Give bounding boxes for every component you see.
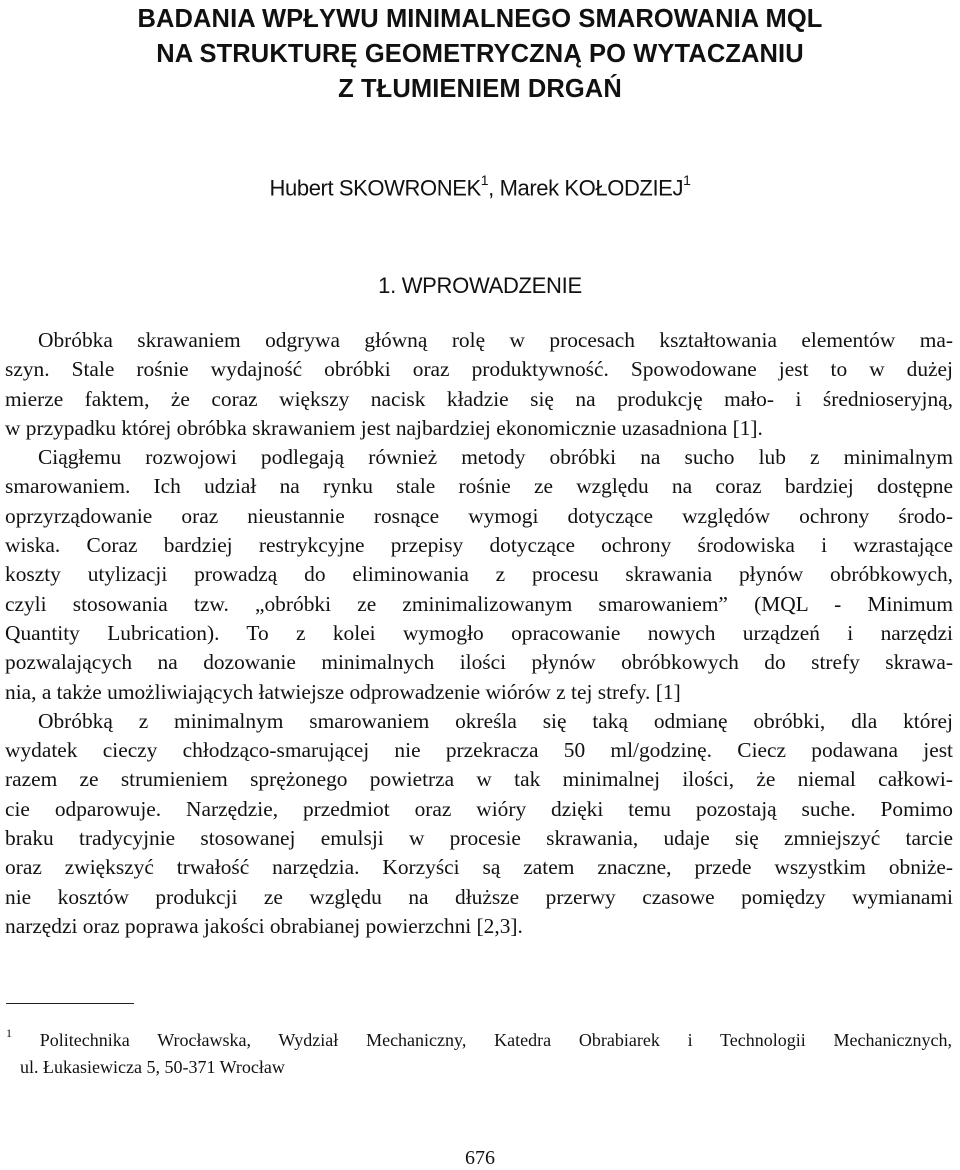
footnote-affiliation: Politechnika Wrocławska, Wydział Mechaniczny, Katedra Obrabiarek i Technologii Mechanicznych, [39,1030,952,1050]
text-line: szyn. Stale rośnie wydajność obróbki oraz produktywność. Spowodowane jest to w dużej [5,357,953,382]
text-line: w przypadku której obróbka skrawaniem jest najbardziej ekonomicznie uzasadniona [1]. [5,415,763,440]
paper-title [0,2,960,107]
text-line: mierze faktem, że coraz większy nacisk kładzie się na produkcję mało- i średnioseryjną, [5,386,953,411]
text-line: wydatek cieczy chłodząco-smarującej nie przekracza 50 ml/godzinę. Ciecz podawana jest [5,738,953,763]
page-number: 676 [465,1147,495,1169]
author-separator: , [488,175,500,201]
author-list [0,174,960,201]
text-line: koszty utylizacji prowadzą do eliminowania z procesu skrawania płynów obróbkowych, [5,562,953,587]
text-line: smarowaniem. Ich udział na rynku stale rośnie ze względu na coraz bardziej dostępne [5,474,953,499]
text-line: nia, a także umożliwiających łatwiejsze odprowadzenie wiórów z tej strefy. [1] [5,679,681,704]
author-name: Marek KOŁODZIEJ [499,175,684,201]
footnote [6,1022,952,1081]
text-line: Obróbką z minimalnym smarowaniem określa się taką odmianę obróbki, dla której [38,708,953,733]
footnote-marker: 1 [6,1026,12,1040]
paragraph [5,443,953,707]
footnote-separator [6,1003,134,1004]
title-line: BADANIA WPŁYWU MINIMALNEGO SMAROWANIA MQL [137,5,823,33]
section-heading: 1. WPROWADZENIE [378,273,582,298]
text-line: Obróbka skrawaniem odgrywa główną rolę w procesach kształtowania elementów ma- [38,328,953,352]
text-line: czyli stosowania tzw. „obróbki ze zminimalizowanym smarowaniem” (MQL - Minimum [5,591,953,616]
text-line: cie odparowuje. Narzędzie, przedmiot oraz wióry dzięki temu pozostają suche. Pomimo [5,796,953,821]
text-line: narzędzi oraz poprawa jakości obrabianej powierzchni [2,3]. [5,913,523,938]
text-line: pozwalających na dozowanie minimalnych ilości płynów obróbkowych do strefy skrawa- [5,650,953,675]
footnote-line [6,1022,952,1054]
title-line: NA STRUKTURĘ GEOMETRYCZNĄ PO WYTACZANIU [156,40,804,68]
text-line: razem ze strumieniem sprężonego powietrza w tak minimalnej ilości, że niemal całkowi- [5,767,953,792]
affiliation-marker: 1 [683,172,691,188]
affiliation-marker: 1 [480,172,489,188]
footnote-address: ul. Łukasiewicza 5, 50-371 Wrocław [20,1057,285,1077]
text-line: wiska. Coraz bardziej restrykcyjne przepisy dotyczące ochrony środowiska i wzrastające [5,533,953,558]
text-line: nie kosztów produkcji ze względu na dłuższe przerwy czasowe pomiędzy wymianami [5,884,953,909]
text-line: Quantity Lubrication). To z kolei wymogło opracowanie nowych urządzeń i narzędzi [5,620,953,645]
text-line: oraz zwiększyć trwałość narzędzia. Korzyści są zatem znaczne, przede wszystkim obniże- [5,855,953,880]
author-name: Hubert SKOWRONEK [269,175,481,201]
text-line: Ciągłemu rozwojowi podlegają również metody obróbki na sucho lub z minimalnym [38,445,953,470]
text-line: oprzyrządowanie oraz nieustannie rosnące wymogi dotyczące względów ochrony środo- [5,503,953,528]
title-line: Z TŁUMIENIEM DRGAŃ [338,75,622,103]
paragraph [5,326,953,443]
text-line: braku tradycyjnie stosowanej emulsji w procesie skrawania, udaje się zmniejszyć tarcie [5,826,953,851]
body-text [5,326,953,941]
paragraph [5,707,953,941]
